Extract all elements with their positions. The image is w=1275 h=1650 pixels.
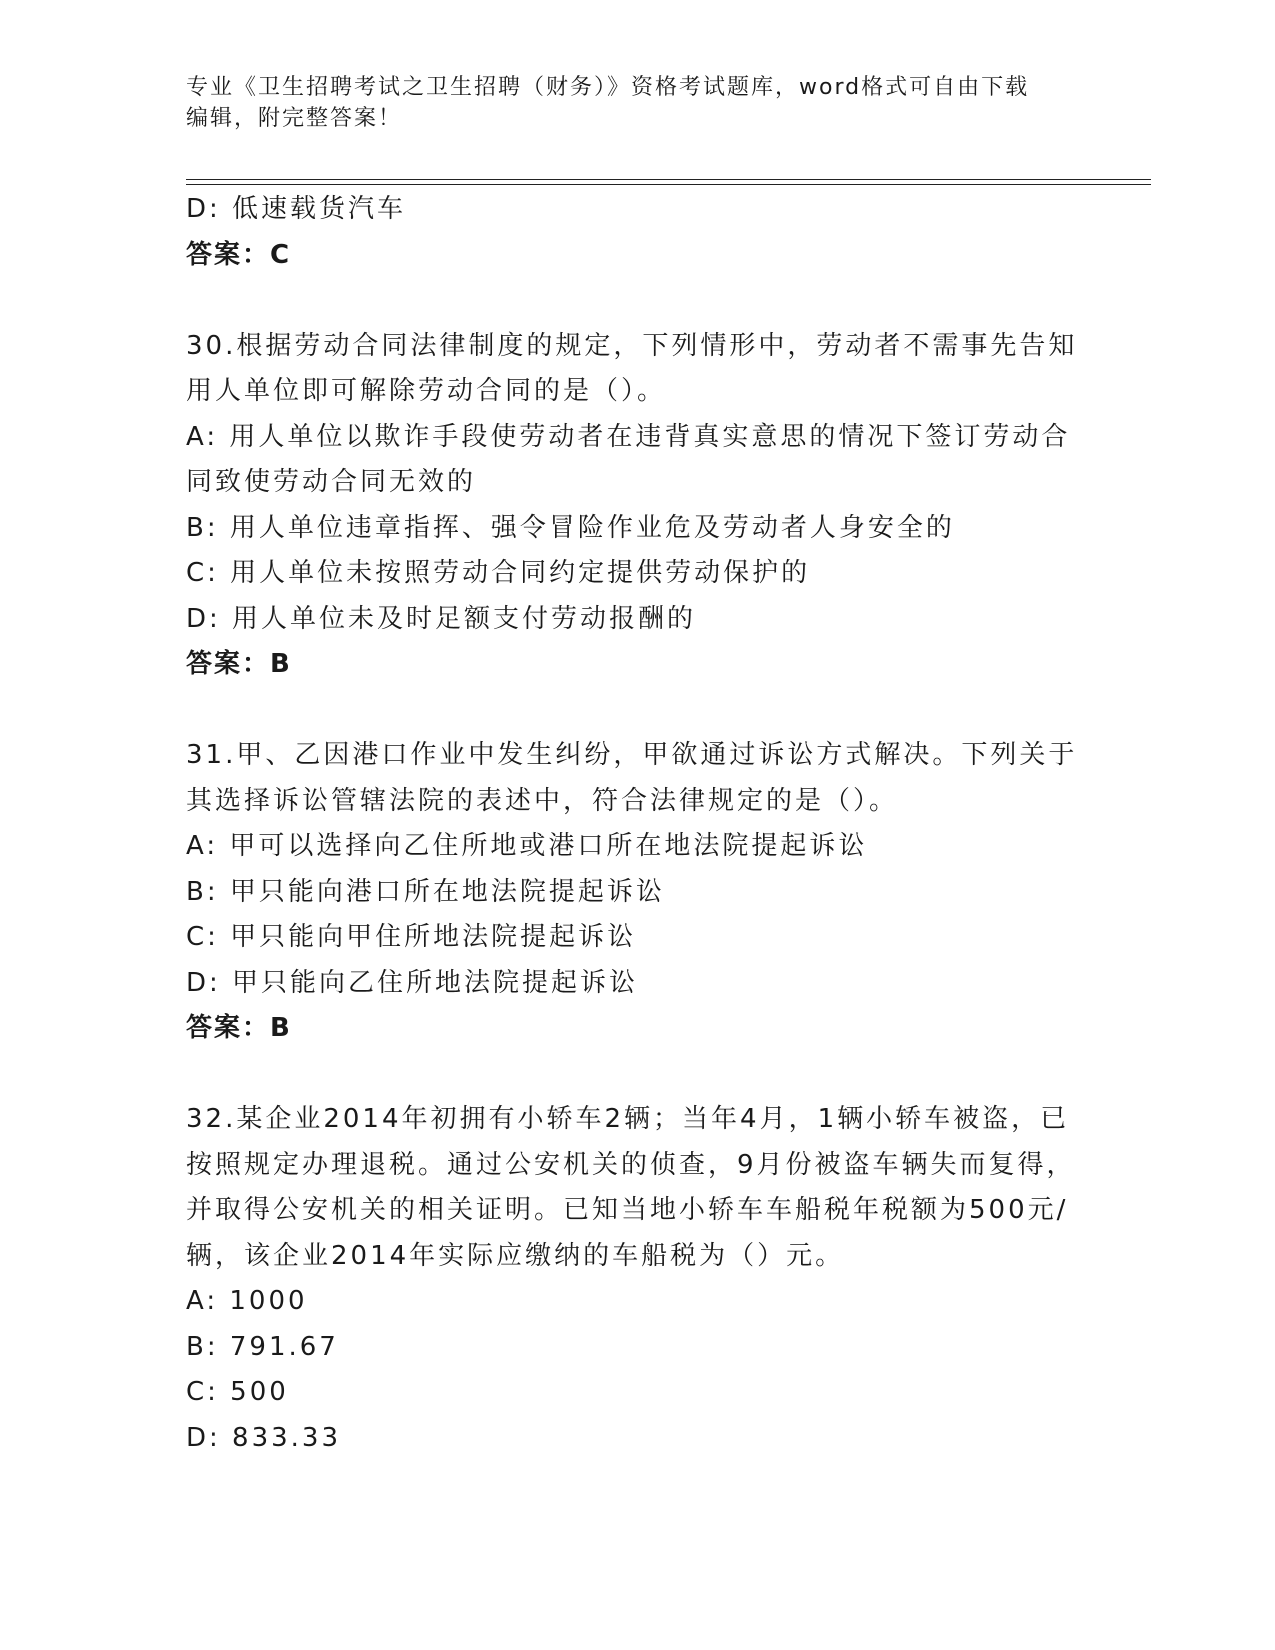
option-b: B: 甲只能向港口所在地法院提起诉讼 xyxy=(186,876,665,907)
answer: 答案：B xyxy=(186,649,292,679)
spacer xyxy=(186,688,1086,734)
option-b: B: 用人单位违章指挥、强令冒险作业危及劳动者人身安全的 xyxy=(186,512,955,543)
question-content xyxy=(186,187,1086,1461)
question-stem: 用人单位即可解除劳动合同的是（）。 xyxy=(186,376,667,406)
question-32 xyxy=(186,1097,1086,1461)
question-stem: 其选择诉讼管辖法院的表述中，符合法律规定的是（）。 xyxy=(186,785,899,816)
option-c: C: 500 xyxy=(186,1377,289,1407)
option-d: D: 833.33 xyxy=(186,1422,342,1453)
option-b: B: 791.67 xyxy=(186,1331,339,1362)
option-d: D: 用人单位未及时足额支付劳动报酬的 xyxy=(186,603,697,634)
question-stem: 32.某企业2014年初拥有小轿车2辆；当年4月，1辆小轿车被盗，已 xyxy=(186,1104,1070,1134)
question-stem: 并取得公安机关的相关证明。已知当地小轿车车船税年税额为500元/ xyxy=(186,1195,1069,1225)
question-stem: 辆，该企业2014年实际应缴纳的车船税为（）元。 xyxy=(186,1240,845,1271)
question-stem: 31.甲、乙因港口作业中发生纠纷，甲欲通过诉讼方式解决。下列关于 xyxy=(186,740,1078,770)
option-a: A: 1000 xyxy=(186,1286,308,1316)
answer: 答案：B xyxy=(186,1013,292,1043)
header-divider-bottom xyxy=(186,184,1151,185)
option-a: A: 甲可以选择向乙住所地或港口所在地法院提起诉讼 xyxy=(186,831,868,861)
option-a-continued: 同致使劳动合同无效的 xyxy=(186,467,477,497)
header-divider-top xyxy=(186,179,1151,180)
question-29-tail xyxy=(186,187,1086,278)
option-d: D: 甲只能向乙住所地法院提起诉讼 xyxy=(186,967,639,998)
header-line-1: 专业《卫生招聘考试之卫生招聘（财务）》资格考试题库，word格式可自由下载 xyxy=(186,75,1030,100)
option-c: C: 用人单位未按照劳动合同约定提供劳动保护的 xyxy=(186,558,811,588)
option-c: C: 甲只能向甲住所地法院提起诉讼 xyxy=(186,922,637,952)
option-a: A: 用人单位以欺诈手段使劳动者在违背真实意思的情况下签订劳动合 xyxy=(186,421,1071,452)
question-stem: 按照规定办理退税。通过公安机关的侦查，9月份被盗车辆失而复得， xyxy=(186,1149,1076,1180)
spacer xyxy=(186,1052,1086,1098)
question-30 xyxy=(186,324,1086,688)
option-d: D: 低速载货汽车 xyxy=(186,194,407,224)
header-line-2: 编辑，附完整答案！ xyxy=(186,106,403,131)
question-31 xyxy=(186,733,1086,1052)
answer: 答案：C xyxy=(186,239,292,270)
document-header xyxy=(186,72,1086,134)
question-stem: 30.根据劳动合同法律制度的规定，下列情形中，劳动者不需事先告知 xyxy=(186,330,1078,361)
spacer xyxy=(186,278,1086,324)
